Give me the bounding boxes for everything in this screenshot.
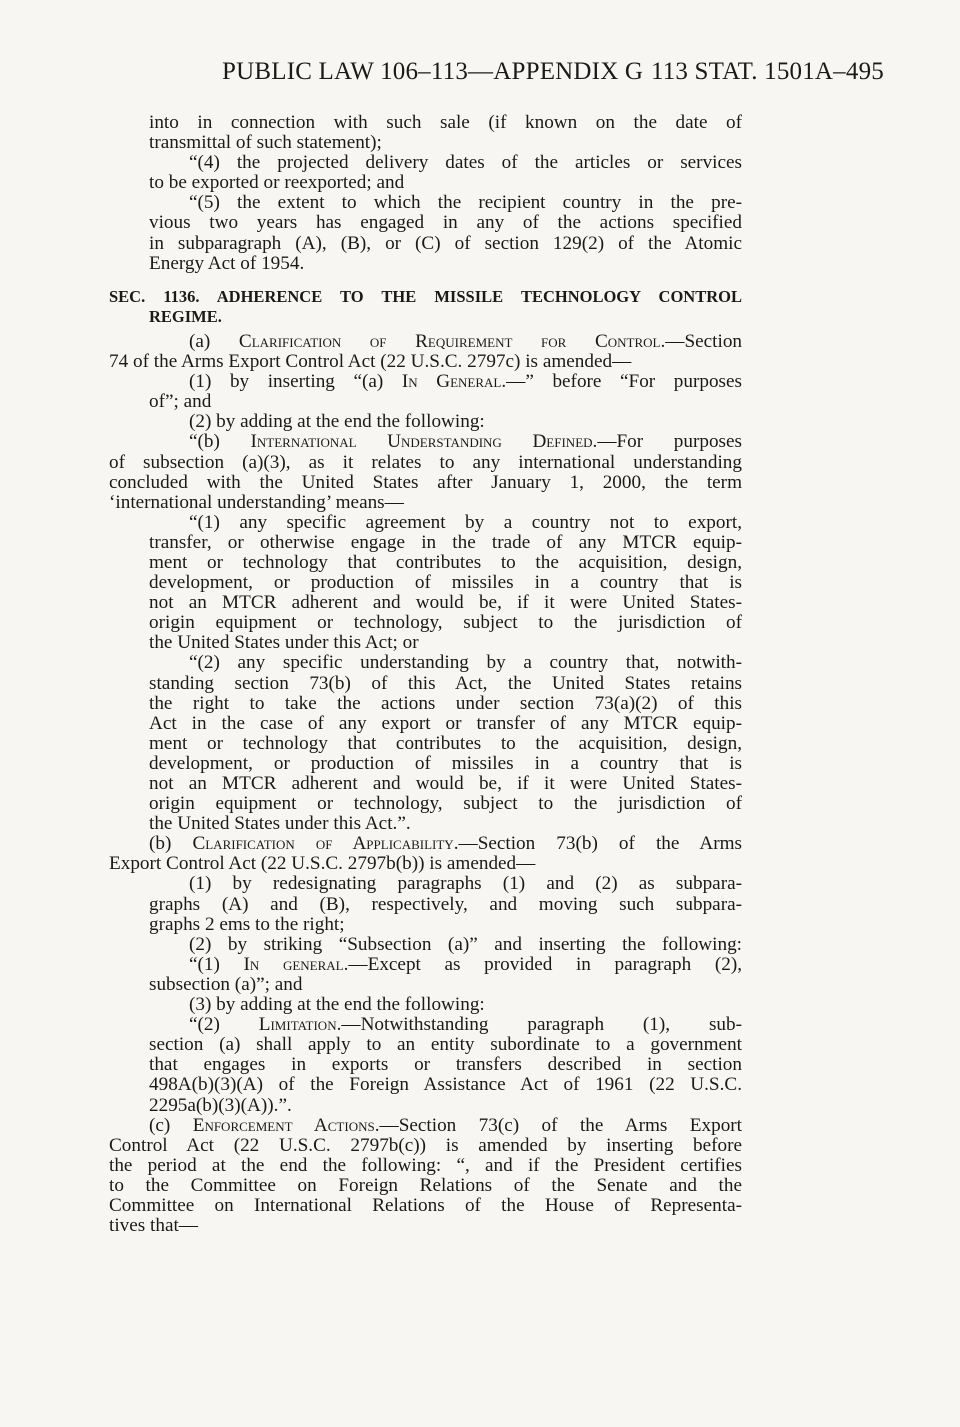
text-run: “(1): [189, 953, 244, 975]
text-run: “(b): [189, 431, 251, 453]
text-line: subsection (a)”; and: [149, 973, 303, 995]
text-line: into in connection with such sale (if known on the date of: [149, 112, 742, 133]
text-line: of”; and: [149, 391, 212, 413]
text-line: [109, 432, 742, 452]
text-line: [109, 955, 742, 975]
text-line: ‘international understanding’ means—: [109, 491, 404, 513]
text-run: .—Section 73(b) of the Arms: [453, 833, 743, 855]
text-line: development, or production of missiles in a country that is: [149, 572, 742, 594]
text-line: [109, 1116, 742, 1136]
text-line: tives that—: [109, 1215, 198, 1237]
text-line: Export Control Act (22 U.S.C. 2797b(b)) is amended—: [109, 853, 536, 875]
text-line: standing section 73(b) of this Act, the United States retains: [149, 672, 742, 694]
text-line: [109, 372, 742, 392]
text-line: transfer, or otherwise engage in the trade of any MTCR equip-: [149, 531, 742, 553]
text-line: in subparagraph (A), (B), or (C) of section 129(2) of the Atomic: [149, 232, 742, 254]
text-line: Committee on International Relations of the House of Representa-: [109, 1194, 742, 1216]
text-line: Energy Act of 1954.: [149, 252, 305, 274]
small-caps-heading: Clarification of Requirement for Control: [238, 330, 661, 352]
text-run: “(2): [189, 1014, 259, 1036]
text-line: Act in the case of any export or transfer of any MTCR equip-: [149, 712, 742, 734]
text-line: section (a) shall apply to an entity subordinate to a government: [149, 1034, 742, 1056]
text-line: development, or production of missiles in a country that is: [149, 752, 742, 774]
text-run: (a): [189, 330, 239, 352]
text-line: (1) by redesignating paragraphs (1) and (2) as subpara-: [189, 873, 742, 895]
text-line: the United States under this Act.”.: [149, 813, 411, 835]
text-line: (2) by striking “Subsection (a)” and inserting the following:: [189, 933, 742, 955]
small-caps-heading: In general: [243, 953, 344, 975]
text-line: that engages in exports or transfers described in section: [149, 1054, 742, 1076]
text-run: .—Except as provided in paragraph (2),: [343, 953, 743, 975]
text-line: ment or technology that contributes to the acquisition, design,: [149, 551, 742, 573]
text-run: .—” before “For purposes: [501, 371, 742, 393]
text-line: the United States under this Act; or: [149, 632, 419, 654]
text-line: not an MTCR adherent and would be, if it were United States-: [149, 773, 742, 794]
text-run: (c): [149, 1114, 193, 1136]
small-caps-heading: Clarification of Applicability: [192, 833, 454, 855]
small-caps-heading: Limitation: [258, 1014, 337, 1036]
text-run: .—Section: [660, 330, 743, 352]
text-line: the period at the end the following: “, and if the President certifies: [109, 1154, 742, 1176]
text-line: 2295a(b)(3)(A)).”.: [149, 1094, 292, 1116]
text-line: the right to take the actions under section 73(a)(2) of this: [149, 692, 742, 714]
text-line: vious two years has engaged in any of the actions specified: [149, 212, 742, 234]
text-line: ment or technology that contributes to the acquisition, design,: [149, 732, 742, 754]
text-line: to the Committee on Foreign Relations of the Senate and the: [109, 1174, 742, 1196]
body-text: [109, 113, 742, 1236]
header-statute-page: 113 STAT. 1501A–495: [650, 58, 884, 85]
small-caps-heading: Enforcement Actions: [192, 1114, 375, 1136]
text-line: graphs 2 ems to the right;: [149, 913, 345, 935]
text-line: [109, 332, 742, 352]
text-line: “(1) any specific agreement by a country not to export,: [189, 511, 742, 533]
text-line: (2) by adding at the end the following:: [189, 411, 485, 433]
header-law-title: PUBLIC LAW 106–113—APPENDIX G: [222, 58, 644, 85]
text-line: 498A(b)(3)(A) of the Foreign Assistance Act of 1961 (22 U.S.C.: [149, 1074, 742, 1096]
text-line: origin equipment or technology, subject to the jurisdiction of: [149, 793, 742, 815]
text-line: of subsection (a)(3), as it relates to any international understanding: [109, 451, 742, 473]
text-line: 74 of the Arms Export Control Act (22 U.S.C. 2797c) is amended—: [109, 351, 632, 373]
text-run: .—Section 73(c) of the Arms Export: [374, 1114, 743, 1136]
running-header: [222, 58, 884, 86]
text-line: [109, 1015, 742, 1035]
text-run: (b): [149, 833, 193, 855]
text-line: “(2) any specific understanding by a country that, notwith-: [189, 652, 742, 674]
text-line: “(4) the projected delivery dates of the articles or services: [189, 152, 742, 174]
text-line: not an MTCR adherent and would be, if it were United States-: [149, 592, 742, 614]
section-heading-line: REGIME.: [149, 306, 222, 326]
text-line: (3) by adding at the end the following:: [189, 994, 485, 1016]
text-run: .—For purposes: [592, 431, 743, 453]
text-line: concluded with the United States after January 1, 2000, the term: [109, 471, 742, 493]
text-line: to be exported or reexported; and: [149, 172, 405, 194]
small-caps-heading: In General: [401, 371, 502, 393]
section-heading-line: SEC. 1136. ADHERENCE TO THE MISSILE TECHNOLOGY CONTROL: [109, 286, 742, 306]
small-caps-heading: International Understanding Defined: [250, 431, 593, 453]
text-line: origin equipment or technology, subject to the jurisdiction of: [149, 612, 742, 634]
text-line: Control Act (22 U.S.C. 2797b(c)) is amended by inserting before: [109, 1134, 742, 1156]
text-line: transmittal of such statement);: [149, 132, 382, 154]
text-line: graphs (A) and (B), respectively, and moving such subpara-: [149, 893, 742, 915]
text-line: [109, 834, 742, 854]
text-line: “(5) the extent to which the recipient country in the pre-: [189, 192, 742, 214]
text-run: .—Notwithstanding paragraph (1), sub-: [336, 1014, 742, 1036]
text-run: (1) by inserting “(a): [189, 371, 402, 393]
